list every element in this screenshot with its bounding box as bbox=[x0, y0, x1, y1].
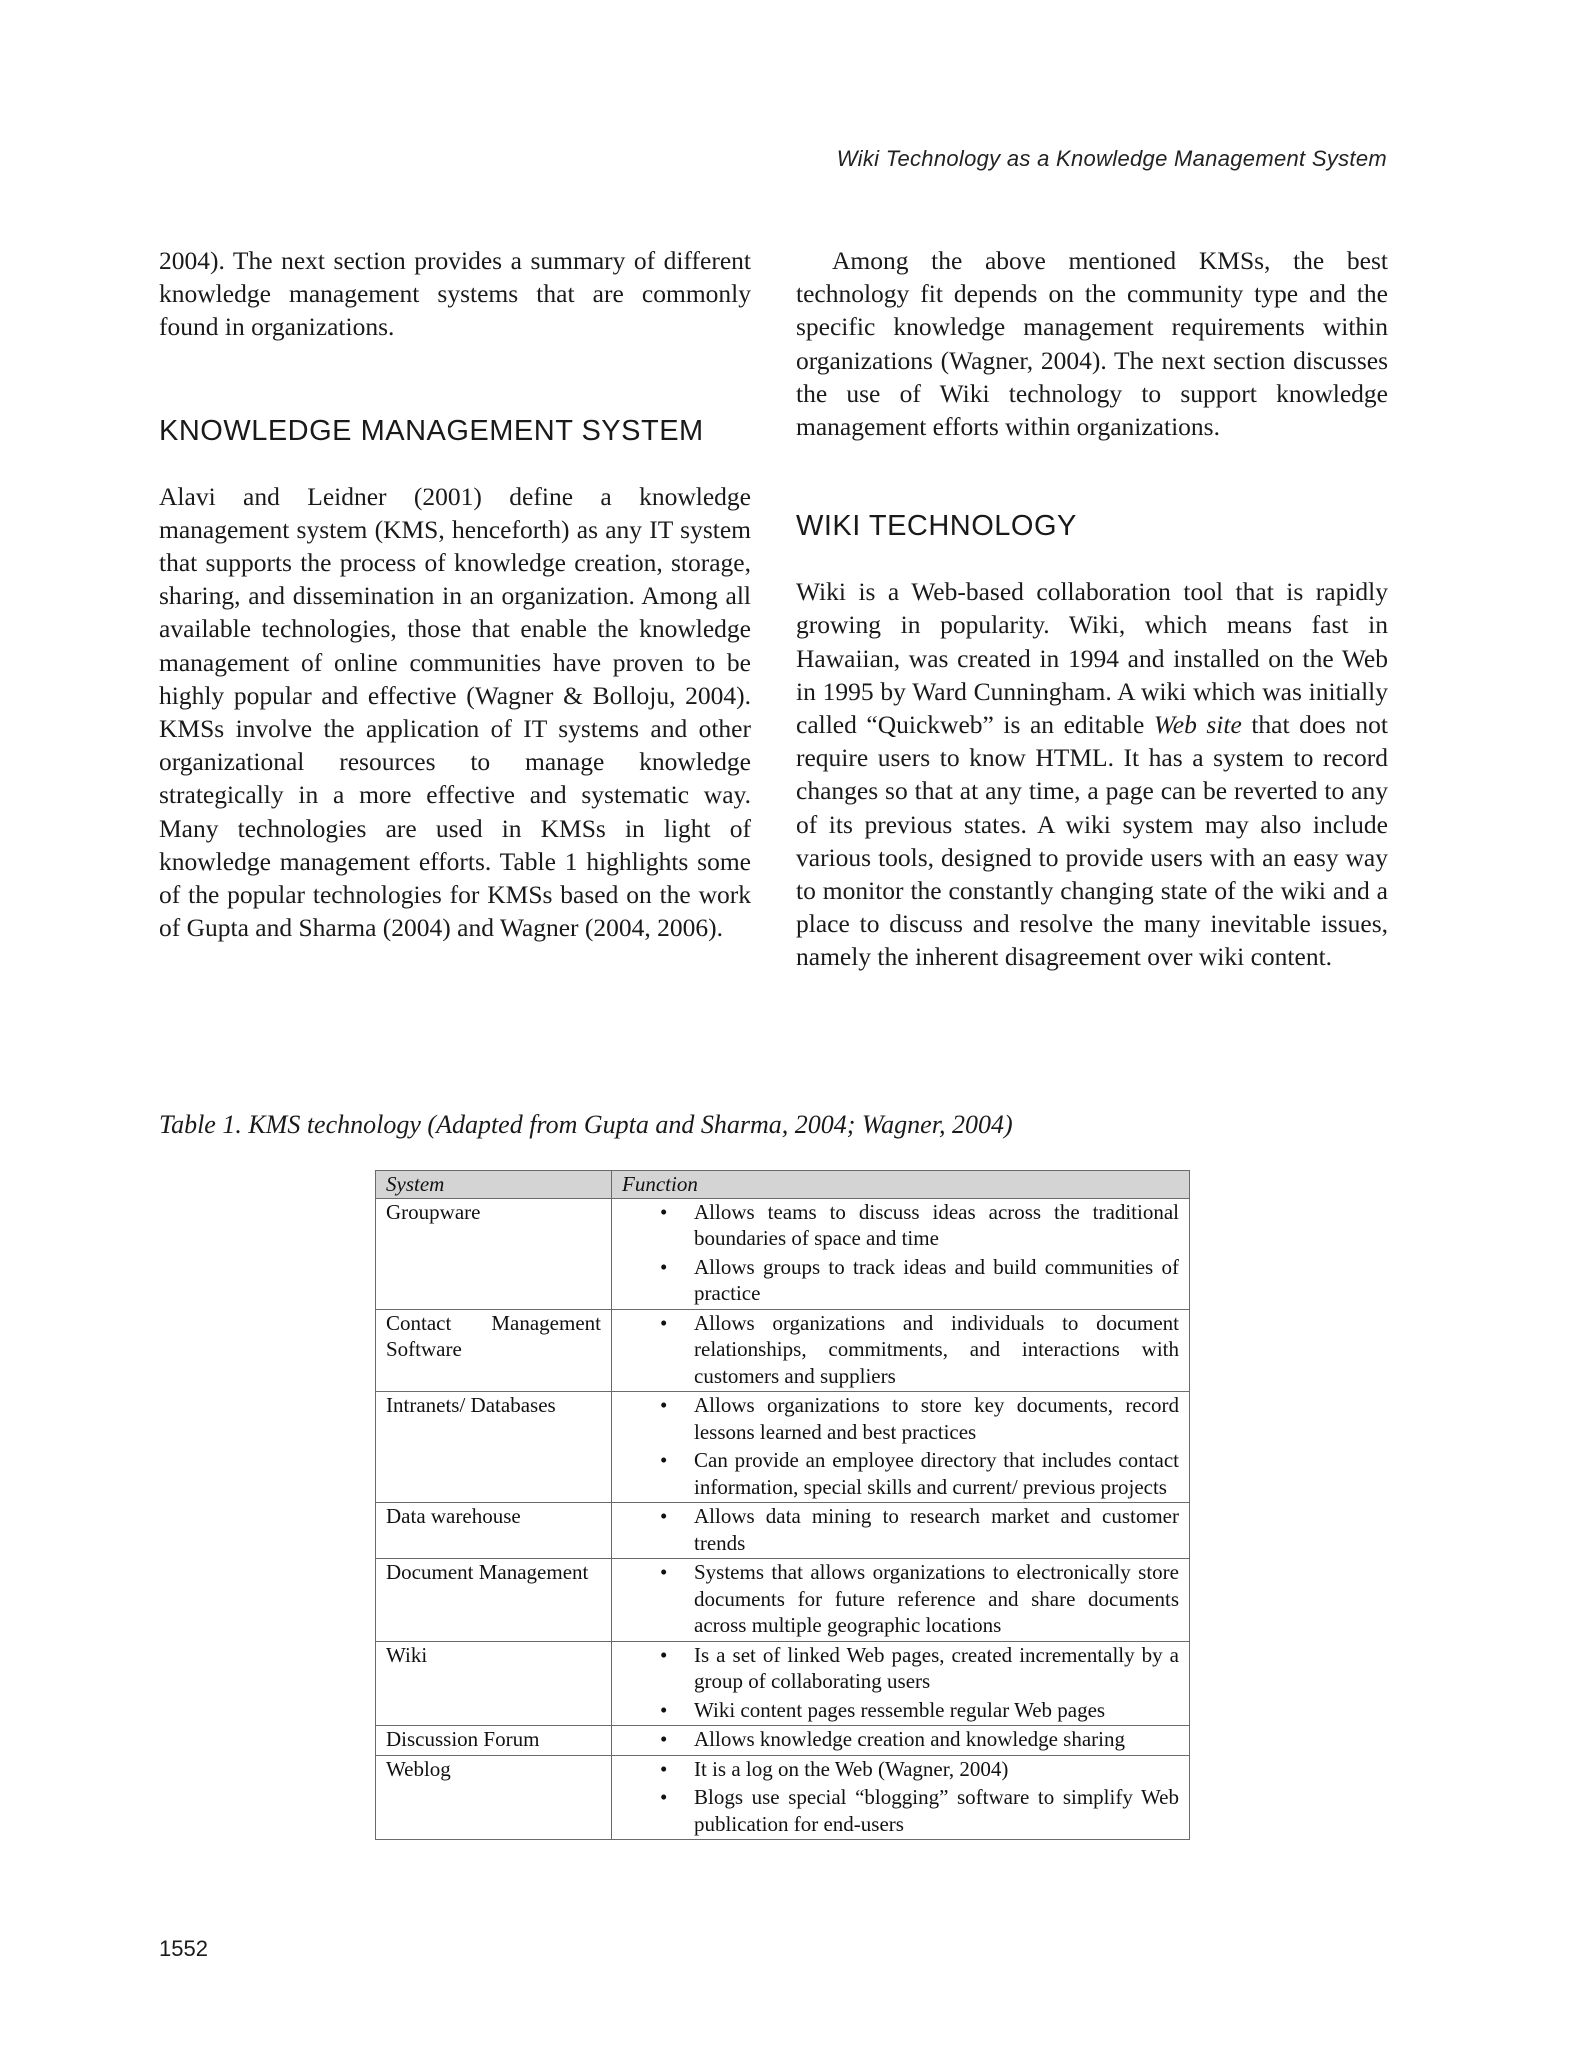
function-item: • Allows knowledge creation and knowledge sharing bbox=[694, 1726, 1179, 1753]
function-list bbox=[622, 1392, 1179, 1500]
function-list bbox=[622, 1642, 1179, 1724]
function-cell bbox=[612, 1198, 1190, 1309]
function-cell bbox=[612, 1503, 1190, 1559]
function-list bbox=[622, 1199, 1179, 1307]
running-header: Wiki Technology as a Knowledge Management System bbox=[836, 146, 1387, 171]
system-cell: Intranets/ Databases bbox=[376, 1392, 612, 1503]
function-item: • Is a set of linked Web pages, created incrementally by a group of collaborating users bbox=[694, 1642, 1179, 1695]
table-row bbox=[376, 1726, 1190, 1756]
system-cell: Data warehouse bbox=[376, 1503, 612, 1559]
function-item: • It is a log on the Web (Wagner, 2004) bbox=[694, 1756, 1179, 1783]
function-item: • Wiki content pages ressemble regular Web pages bbox=[694, 1697, 1179, 1724]
wiki-body-italic-term: Web site bbox=[1153, 710, 1242, 740]
table-row bbox=[376, 1309, 1190, 1392]
function-item: • Allows groups to track ideas and build communities of practice bbox=[694, 1254, 1179, 1307]
system-cell: Weblog bbox=[376, 1755, 612, 1840]
system-cell: Document Management bbox=[376, 1559, 612, 1642]
kms-technology-table bbox=[375, 1170, 1190, 1840]
wiki-body-paragraph bbox=[796, 575, 1388, 973]
system-cell: Groupware bbox=[376, 1198, 612, 1309]
right-intro-paragraph: Among the above mentioned KMSs, the best technology fit depends on the community type and the specific knowledge management requirements within organizations (Wagner, 2004). The next section discusses the use of Wiki technology to support knowledge management efforts within organizations. bbox=[796, 246, 1388, 442]
function-item: • Systems that allows organizations to electronically store documents for future reference and share documents across multiple geographic locations bbox=[694, 1559, 1179, 1639]
function-list bbox=[622, 1310, 1179, 1390]
function-item: • Allows teams to discuss ideas across the traditional boundaries of space and time bbox=[694, 1199, 1179, 1252]
system-cell: Contact Management Software bbox=[376, 1309, 612, 1392]
function-item: • Can provide an employee directory that includes contact information, special skills and current/ previous projects bbox=[694, 1447, 1179, 1500]
function-cell bbox=[612, 1559, 1190, 1642]
section-heading-wiki: WIKI TECHNOLOGY bbox=[796, 510, 1077, 543]
left-intro-paragraph: 2004). The next section provides a summary of different knowledge management systems that are commonly found in organizations. bbox=[159, 246, 751, 342]
kms-body-paragraph: Alavi and Leidner (2001) define a knowledge management system (KMS, henceforth) as any IT system that supports the process of knowledge creation, storage, sharing, and dissemination in an organization. Among all available technologies, those that enable the knowledge management of online communities have proven to be highly popular and effective (Wagner & Bolloju, 2004). KMSs involve the application of IT systems and other organizational resources to manage knowledge strategically in a more effective and systematic way. Many technologies are used in KMSs in light of knowledge management efforts. Table 1 highlights some of the popular technologies for KMSs based on the work of Gupta and Sharma (2004) and Wagner (2004, 2006). bbox=[159, 481, 751, 943]
system-cell: Discussion Forum bbox=[376, 1726, 612, 1756]
page-number: 1552 bbox=[159, 1936, 208, 1961]
function-item: • Allows data mining to research market and customer trends bbox=[694, 1503, 1179, 1556]
right-column bbox=[796, 244, 1388, 974]
header-function: Function bbox=[612, 1171, 1190, 1199]
table-row bbox=[376, 1641, 1190, 1726]
function-list bbox=[622, 1559, 1179, 1639]
function-list bbox=[622, 1756, 1179, 1838]
table-row bbox=[376, 1755, 1190, 1840]
function-item: • Blogs use special “blogging” software to simplify Web publication for end-users bbox=[694, 1784, 1179, 1837]
wiki-body-text-start: Wiki is a Web-based collaboration tool that is rapidly growing in popularity. Wiki, which means fast in Hawaiian, was created in 1994 and installed on the Web in 1995 by Ward Cunningham. A wiki which was initially called “Quickweb” is an editable bbox=[796, 577, 1388, 740]
left-column bbox=[159, 244, 751, 944]
table-caption: Table 1. KMS technology (Adapted from Gupta and Sharma, 2004; Wagner, 2004) bbox=[159, 1110, 1013, 1139]
function-cell bbox=[612, 1726, 1190, 1756]
function-cell bbox=[612, 1392, 1190, 1503]
table-body bbox=[376, 1198, 1190, 1840]
function-cell bbox=[612, 1755, 1190, 1840]
table-row bbox=[376, 1559, 1190, 1642]
table-row bbox=[376, 1503, 1190, 1559]
function-item: • Allows organizations and individuals to document relationships, commitments, and interactions with customers and suppliers bbox=[694, 1310, 1179, 1390]
function-cell bbox=[612, 1641, 1190, 1726]
function-list bbox=[622, 1726, 1179, 1753]
table-header-row bbox=[376, 1171, 1190, 1199]
table-row bbox=[376, 1198, 1190, 1309]
system-cell: Wiki bbox=[376, 1641, 612, 1726]
header-system: System bbox=[376, 1171, 612, 1199]
table-row bbox=[376, 1392, 1190, 1503]
function-item: • Allows organizations to store key documents, record lessons learned and best practices bbox=[694, 1392, 1179, 1445]
function-cell bbox=[612, 1309, 1190, 1392]
section-heading-kms: KNOWLEDGE MANAGEMENT SYSTEM bbox=[159, 414, 704, 447]
wiki-body-text-end: that does not require users to know HTML. It has a system to record changes so that at any time, a page can be reverted to any of its previous states. A wiki system may also include various tools, designed to provide users with an easy way to monitor the constantly changing state of the wiki and a place to discuss and resolve the many inevitable issues, namely the inherent disagreement over wiki content. bbox=[796, 710, 1388, 972]
function-list bbox=[622, 1503, 1179, 1556]
